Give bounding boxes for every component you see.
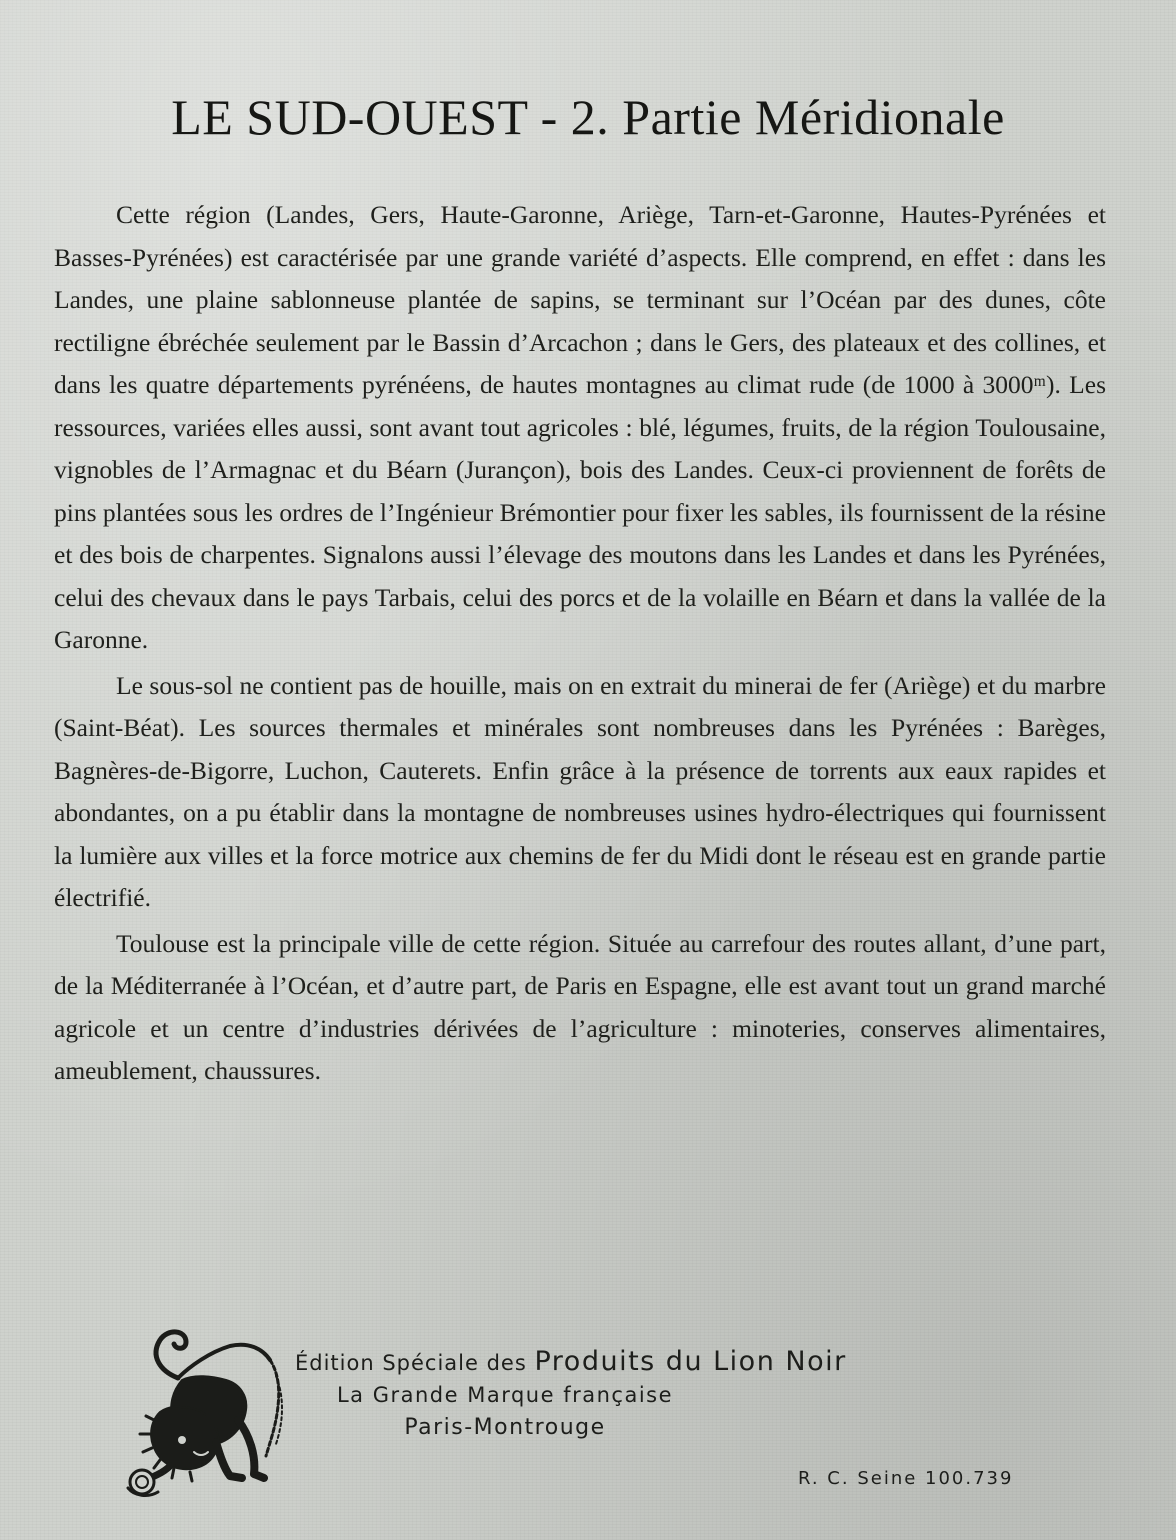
tagline: La Grande Marque française: [336, 1383, 674, 1407]
location: Paris-Montrouge: [404, 1415, 606, 1440]
publisher-block: [295, 1346, 847, 1440]
body-text: [54, 194, 1106, 1096]
edition-line: [295, 1346, 847, 1377]
paragraph: Le sous-sol ne contient pas de houille, mais on en extrait du minerai de fer (Ariège) et du marbre (Saint-Béat). Les sources thermales et minérales sont nombreuses dans les Pyrénées : Barèges, Bagnères-de-Bigorre, Luchon, Cauterets. Enfin grâce à la présence de torrents aux eaux rapides et abondantes, on a pu établir dans la montagne de nombreuses usines hydro-électriques qui fournissent la lumière aux villes et la force motrice aux chemins de fer du Midi dont le réseau est en grande partie électrifié.: [54, 670, 1106, 912]
paragraph: Toulouse est la principale ville de cette région. Située au carrefour des routes allant, d’une part, de la Méditerranée à l’Océan, et d’autre part, de Paris en Espagne, elle est avant tout un grand marché agricole et un centre d’industries dérivées de l’agriculture : minoteries, conserves alimentaires, ameublement, chaussures.: [54, 928, 1106, 1085]
paragraph: Cette région (Landes, Gers, Haute-Garonne, Ariège, Tarn-et-Garonne, Hautes-Pyrénées et Basses-Pyrénées) est caractérisée par une grande variété d’aspects. Elle comprend, en effet : dans les Landes, une plaine sablonneuse plantée de sapins, se terminant sur l’Océan par des dunes, côte rectiligne ébréchée seulement par le Bassin d’Arcachon ; dans le Gers, des plateaux et des collines, et dans les quatre départements pyrénéens, de hautes montagnes au climat rude (de 1000 à 3000ᵐ). Les ressources, variées elles aussi, sont avant tout agricoles : blé, légumes, fruits, de la région Toulousaine, vignobles de l’Armagnac et du Béarn (Jurançon), bois des Landes. Ceux-ci proviennent de forêts de pins plantées sous les ordres de l’Ingénieur Brémontier pour fixer les sables, ils fournissent de la résine et des bois de charpentes. Signalons aussi l’élevage des moutons dans les Landes et dans les Pyrénées, celui des chevaux dans le pays Tarbais, celui des porcs et de la volaille en Béarn et dans la vallée de la Garonne.: [54, 200, 1106, 654]
registry-number: R. C. Seine 100.739: [798, 1468, 1014, 1489]
page-title: LE SUD-OUEST - 2. Partie Méridionale: [171, 89, 1005, 145]
footer: [110, 1312, 1100, 1512]
black-lion-icon: [120, 1316, 305, 1502]
edition-prefix: Édition Spéciale des: [295, 1351, 527, 1375]
brand-name: Produits du Lion Noir: [534, 1346, 847, 1377]
